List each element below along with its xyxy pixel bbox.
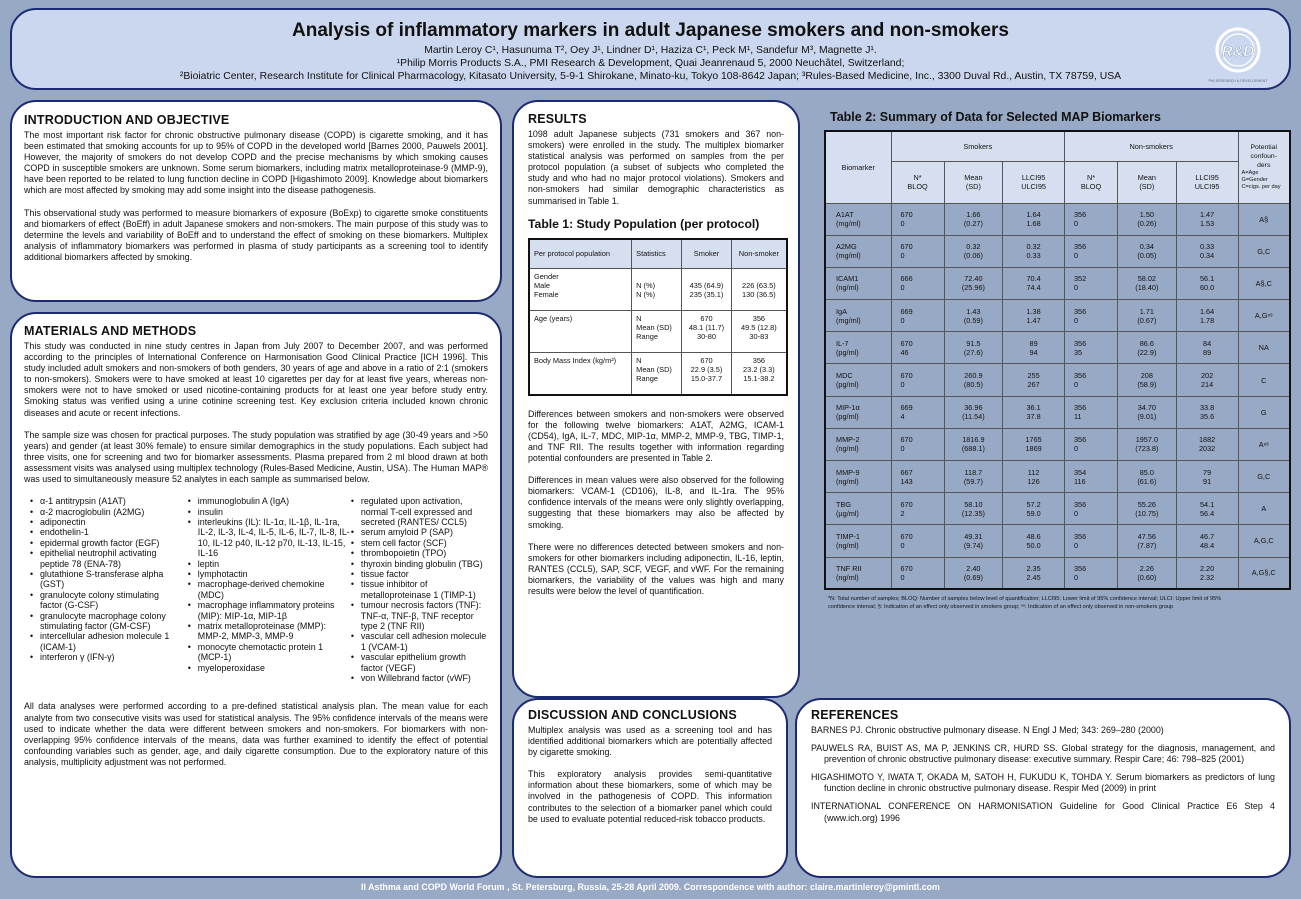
methods-paragraph: This study was conducted in nine study centres in Japan from July 2007 to December 2007, and was performed according to the principles of International Conference on Harmonisation Good Clinical Practice [ICH 1996]. This study included adult smokers and non-smokers of both genders, 30 years of age and above in a ratio of 2:1 (smokers to non-smokers). Smokers were to have smoked at least 10 cigarettes per day for at least five years, whereas non-smokers were not to have smoked or used nicotine-containing products for at least one year before study entry. Smoking status was verified using a urine cotinine screening test. Key exclusion criteria included known chronic diseases and acute or recent infections.: [24, 341, 488, 418]
table2-row: [825, 461, 1290, 493]
analyte-item: • immunoglobulin A (IgA): [187, 496, 350, 506]
table2-cell: 356 35: [1064, 332, 1117, 364]
table1-row: [529, 269, 787, 311]
analyte-item: • intercellular adhesion molecule 1 (ICAM-1): [29, 631, 175, 652]
table2-cell: 356 11: [1064, 396, 1117, 428]
analyte-item: • vascular epithelium growth factor (VEGF): [350, 652, 488, 673]
study-population-table: [528, 238, 788, 396]
table2-cell: 33.8 35.6: [1176, 396, 1238, 428]
table2-header-n: N* BLOQ: [1064, 161, 1117, 203]
table1-row: [529, 353, 787, 395]
table1-cell: 356 49.5 (12.8) 30-83: [731, 311, 787, 353]
analyte-item: • von Willebrand factor (vWF): [350, 673, 488, 683]
table2-row: [825, 332, 1290, 364]
table1-header: Per protocol population: [529, 239, 632, 269]
table2-cell: G,C: [1238, 235, 1290, 267]
table2-cell: 112 126: [1003, 461, 1065, 493]
table2-cell: 1.66 (0.27): [944, 203, 1003, 235]
poster-title: Analysis of inflammatory markers in adult Japanese smokers and non-smokers: [292, 20, 1009, 41]
table2-cell: 55.26 (10.75): [1118, 493, 1177, 525]
table2-cell: 36.1 37.8: [1003, 396, 1065, 428]
methods-panel: [10, 312, 502, 878]
reference-item: PAUWELS RA, BUIST AS, MA P, JENKINS CR, HURD SS. Global strategy for the diagnosis, management, and prevention of chronic obstructive pulmonary disease: executive summary. Respir Care; 46: 798–825 (2001): [811, 743, 1275, 765]
table2-cell: 2.20 2.32: [1176, 557, 1238, 589]
results-paragraph: Differences between smokers and non-smokers were observed for the following twelve biomarkers: A1AT, A2MG, ICAM-1 (CD54), IgA, IL-7, MDC, MIP-1α, MMP-2, MMP-9, TBG, TIMP-1, and TNF RII. The results together with information regarding potential confounders are presented in Table 2.: [528, 408, 784, 464]
table2-cell: 47.56 (7.87): [1118, 525, 1177, 557]
table2-cell: 1.64 1.68: [1003, 203, 1065, 235]
table1-cell: 435 (64.9) 235 (35.1): [682, 269, 732, 311]
table2-row: [825, 235, 1290, 267]
table1-title: Table 1: Study Population (per protocol): [528, 216, 760, 231]
table2-cell: 58.10 (12.35): [944, 493, 1003, 525]
table1-header: Statistics: [632, 239, 682, 269]
analyte-item: • tumour necrosis factors (TNF): TNF-α, TNF-β, TNF receptor type 2 (TNF RII): [350, 600, 488, 631]
confounders-label: Potential confoun-ders: [1250, 144, 1277, 170]
table2-cell: 356 0: [1064, 300, 1117, 332]
table2-cell: 255 267: [1003, 364, 1065, 396]
introduction-paragraph: The most important risk factor for chronic obstructive pulmonary disease (COPD) is cigarette smoking, and it has been estimated that smoking accounts for up to 95% of COPD in the developed world [Barnes 2000, Pauwels 2001]. However, the majority of smokers do not develop COPD and the precise mechanisms by which smoking causes COPD in susceptible smokers are unknown. Some serum biomarkers, including matrix metalloproteinase-9 (MMP-9), have been reported to be related to lung function decline in COPD [Higashimoto 2009]. Knowledge about biomarkers which are most affected by smoking may add some insight into the disease pathogenesis.: [24, 130, 488, 196]
table2-cell: 667 143: [891, 461, 944, 493]
table2-row: [825, 557, 1290, 589]
table2-cell: 670 2: [891, 493, 944, 525]
confounders-key: A=Age G=Gender C=cigs. per day: [1241, 170, 1281, 191]
analyte-item: • lymphotactin: [187, 569, 350, 579]
table1-header: Non-smoker: [731, 239, 787, 269]
discussion-heading: DISCUSSION AND CONCLUSIONS: [528, 708, 737, 722]
analyte-list: [24, 496, 488, 683]
references-panel: [795, 698, 1291, 878]
results-heading: RESULTS: [528, 112, 587, 126]
introduction-panel: [10, 100, 502, 302]
analyte-item: • epidermal growth factor (EGF): [29, 538, 175, 548]
table2-cell: A1AT (mg/ml): [825, 203, 891, 235]
table2-cell: 1.47 1.53: [1176, 203, 1238, 235]
table2-cell: 72.40 (25.96): [944, 267, 1003, 299]
poster-header: [10, 8, 1291, 90]
analyte-item: • regulated upon activation, normal T-cell expressed and secreted (RANTES/ CCL5): [350, 496, 488, 527]
table2-cell: 670 0: [891, 557, 944, 589]
table2-title: Table 2: Summary of Data for Selected MAP Biomarkers: [830, 110, 1161, 124]
discussion-paragraph: Multiplex analysis was used as a screening tool and has identified additional biomarkers which are potentially affected by cigarette smoking.: [528, 725, 772, 758]
table2-cell: TNF RII (ng/ml): [825, 557, 891, 589]
reference-item: HIGASHIMOTO Y, IWATA T, OKADA M, SATOH H, FUKUDU K, TOHDA Y. Serum biomarkers as predictors of lung function decline in chronic obstructive pulmonary disease. Respir Med (2009) in print: [811, 772, 1275, 794]
analyte-item: • serum amyloid P (SAP): [350, 527, 488, 537]
results-paragraph: Differences in mean values were also observed for the following biomarkers: VCAM-1 (CD106), IL-8, and IL-1ra. The 95% confidence intervals of the means were only slightly overlapping, suggesting that these biomarkers may also be affected by smoking.: [528, 475, 784, 530]
results-paragraph: 1098 adult Japanese subjects (731 smokers and 367 non-smokers) were enrolled in the study. The multiplex biomarker statistical analysis was performed on samples from the per protocol population (a subset of subjects who completed the study and who had no major protocol violations). Smokers and non-smokers had similar demographic characteristics as summarised in Table 1.: [528, 129, 784, 206]
table2-cell: 356 0: [1064, 428, 1117, 460]
table1-cell: 226 (63.5) 130 (36.5): [731, 269, 787, 311]
table2-cell: A,Gⁿˢ: [1238, 300, 1290, 332]
analyte-item: • macrophage inflammatory proteins (MIP): MIP-1α, MIP-1β: [187, 600, 350, 621]
table2-cell: 356 0: [1064, 203, 1117, 235]
table2-cell: 0.32 0.33: [1003, 235, 1065, 267]
table2-cell: C: [1238, 364, 1290, 396]
analyte-item: • interleukins (IL): IL-1α, IL-1β, IL-1ra, IL-2, IL-3, IL-4, IL-5, IL-6, IL-7, IL-8, IL-10, IL-12 p40, IL-12 p70, IL-13, IL-15, IL-16: [187, 517, 350, 559]
table2-cell: A,G§,C: [1238, 557, 1290, 589]
table2-header-ci: LLCI95 ULCI95: [1003, 161, 1065, 203]
table2-header-mean: Mean (SD): [944, 161, 1003, 203]
table2-cell: 670 0: [891, 235, 944, 267]
table2-cell: 48.6 50.0: [1003, 525, 1065, 557]
table2-cell: NA: [1238, 332, 1290, 364]
analyte-item: • glutathione S-transferase alpha (GST): [29, 569, 175, 590]
table2-cell: 1.38 1.47: [1003, 300, 1065, 332]
table2-cell: 85.0 (61.6): [1118, 461, 1177, 493]
results-paragraph: There were no differences detected between smokers and non-smokers for other biomarkers including adiponectin, IL-16, leptin, RANTES (CCL5), SAP, SCF, VEGF, and vWF. For the remaining biomarkers, the variability of the values was high and many results were below the level of quantification.: [528, 541, 784, 596]
table1-cell: Age (years): [529, 311, 632, 353]
table2-cell: 57.2 59.0: [1003, 493, 1065, 525]
table2-cell: 2.35 2.45: [1003, 557, 1065, 589]
poster-affiliation-1: ¹Philip Morris Products S.A., PMI Research & Development, Quai Jeanrenaud 5, 2000 Neuchâtel, Switzerland;: [396, 58, 905, 69]
analyte-item: • macrophage-derived chemokine (MDC): [187, 579, 350, 600]
table2-cell: 670 0: [891, 364, 944, 396]
table2-cell: 84 89: [1176, 332, 1238, 364]
table2-row: [825, 525, 1290, 557]
table2-cell: 34.70 (9.01): [1118, 396, 1177, 428]
table2-cell: A: [1238, 493, 1290, 525]
poster-affiliation-2: ²Bioiatric Center, Research Institute for Clinical Pharmacology, Kitasato University, 5-9-1 Shirokane, Minato-ku, Tokyo 108-8642 Japan; ³Rules-Based Medicine, Inc., 3300 Duval Rd., Austin, TX 78759, USA: [179, 71, 1122, 82]
analyte-item: • myeloperoxidase: [187, 663, 350, 673]
table2-cell: 1765 1869: [1003, 428, 1065, 460]
methods-paragraph: The sample size was chosen for practical purposes. The study population was stratified by age (30-49 years and >50 years) and gender (at least 30% female) to ensure similar demographics in the study populations. Each subject had three visits, one for screening and two for biomarker assessments. Plasma prepared from 2 ml blood drawn at both assessment visits was analysed using multiplex technology (Rules-Based Medicine, Austin, USA). The Human MAP® was used to simultaneously measure 52 analytes in each sample as summarised below.: [24, 429, 488, 485]
references-heading: REFERENCES: [811, 708, 899, 722]
table2-cell: 1816.9 (688.1): [944, 428, 1003, 460]
table2-cell: 54.1 56.4: [1176, 493, 1238, 525]
table2-cell: 208 (58.9): [1118, 364, 1177, 396]
table2-cell: MMP-9 (ng/ml): [825, 461, 891, 493]
table1-cell: 356 23.2 (3.3) 15.1-38.2: [731, 353, 787, 395]
analyte-item: • thrombopoietin (TPO): [350, 548, 488, 558]
table2-row: [825, 428, 1290, 460]
analyte-item: • vascular cell adhesion molecule 1 (VCAM-1): [350, 631, 488, 652]
table2-cell: 356 0: [1064, 364, 1117, 396]
introduction-heading: INTRODUCTION AND OBJECTIVE: [24, 113, 230, 127]
reference-item: BARNES PJ. Chronic obstructive pulmonary disease. N Engl J Med; 343: 269–280 (2000): [811, 725, 1164, 735]
discussion-paragraph: This exploratory analysis provides semi-quantitative information about these biomarkers, some of which may be involved in the pathogenesis of COPD. This information contributes to the selection of a biomarker panel which could be used to evaluate potential reduced-risk tobacco products.: [528, 769, 772, 824]
table2-cell: A§,C: [1238, 267, 1290, 299]
table2-cell: 58.02 (18.40): [1118, 267, 1177, 299]
table2-cell: 1.64 1.78: [1176, 300, 1238, 332]
table1-row: [529, 311, 787, 353]
table2-row: [825, 493, 1290, 525]
table2-cell: MIP-1α (pg/ml): [825, 396, 891, 428]
table2-header-confounders: [1238, 131, 1290, 203]
analyte-item: • matrix metalloproteinase (MMP): MMP-2, MMP-3, MMP-9: [187, 621, 350, 642]
table2-cell: ICAM1 (ng/ml): [825, 267, 891, 299]
table2-cell: 354 116: [1064, 461, 1117, 493]
table2-cell: 1.71 (0.67): [1118, 300, 1177, 332]
analyte-item: • thyroxin binding globulin (TBG): [350, 559, 488, 569]
table2-section: [824, 110, 1294, 611]
table2-cell: A2MG (mg/ml): [825, 235, 891, 267]
table2-cell: 2.26 (0.60): [1118, 557, 1177, 589]
table2-cell: Aⁿˢ: [1238, 428, 1290, 460]
biomarker-summary-table: [824, 130, 1291, 590]
analyte-item: • monocyte chemotactic protein 1 (MCP-1): [187, 642, 350, 663]
poster-authors: Martin Leroy C¹, Hasunuma T², Oey J¹, Lindner D¹, Haziza C¹, Peck M¹, Sandefur M³, Magnette J¹.: [424, 45, 877, 56]
discussion-panel: [512, 698, 788, 878]
table2-cell: 670 46: [891, 332, 944, 364]
table2-cell: MMP-2 (ng/ml): [825, 428, 891, 460]
table2-cell: A,G,C: [1238, 525, 1290, 557]
table2-cell: 91.5 (27.6): [944, 332, 1003, 364]
table2-header-ci: LLCI95 ULCI95: [1176, 161, 1238, 203]
table2-cell: 0.33 0.34: [1176, 235, 1238, 267]
table2-row: [825, 396, 1290, 428]
analyte-item: • interferon γ (IFN-γ): [29, 652, 175, 662]
analyte-column: [187, 496, 350, 683]
reference-item: INTERNATIONAL CONFERENCE ON HARMONISATION Guideline for Good Clinical Practice E6 Step 4 (www.ich.org) 1996: [811, 801, 1275, 823]
analyte-item: • tissue factor: [350, 569, 488, 579]
introduction-paragraph: This observational study was performed to measure biomarkers of exposure (BoExp) to cigarette smoke constituents and biomarkers of effect (BoEff) in adult Japanese smokers and non-smokers. The main purpose of this study was to determine the levels and variability of BoEff and to understand the effect of smoking on these biomarkers. Multiplex analysis of inflammatory biomarkers was performed in plasma of study participants as a screening tool to identify additional biomarkers affected by smoking.: [24, 207, 488, 262]
table2-cell: 669 4: [891, 396, 944, 428]
analyte-item: • insulin: [187, 507, 350, 517]
table2-cell: IL-7 (pg/ml): [825, 332, 891, 364]
table1-cell: Gender Male Female: [529, 269, 632, 311]
analyte-item: • epithelial neutrophil activating peptide 78 (ENA-78): [29, 548, 175, 569]
table1-cell: 670 22.9 (3.5) 15.0-37.7: [682, 353, 732, 395]
table2-cell: 0.34 (0.05): [1118, 235, 1177, 267]
table2-cell: 86.6 (22.9): [1118, 332, 1177, 364]
table2-cell: 79 91: [1176, 461, 1238, 493]
table2-cell: 356 0: [1064, 525, 1117, 557]
analyte-item: • adiponectin: [29, 517, 175, 527]
table2-header-nonsmokers: Non-smokers: [1064, 131, 1238, 161]
analyte-column: [350, 496, 488, 683]
poster-footer: II Asthma and COPD World Forum , St. Petersburg, Russia, 25-28 April 2009. Correspondence with author: claire.martinleroy@pmintl.com: [361, 882, 940, 892]
table2-cell: 1957.0 (723.8): [1118, 428, 1177, 460]
table2-cell: 669 0: [891, 300, 944, 332]
table2-cell: 0.32 (0.06): [944, 235, 1003, 267]
methods-heading: MATERIALS AND METHODS: [24, 324, 197, 338]
table2-header-biomarker: Biomarker: [825, 131, 891, 203]
table2-row: [825, 364, 1290, 396]
table2-cell: MDC (pg/ml): [825, 364, 891, 396]
analyte-item: • leptin: [187, 559, 350, 569]
table2-cell: A§: [1238, 203, 1290, 235]
table2-cell: 70.4 74.4: [1003, 267, 1065, 299]
table1-cell: Body Mass Index (kg/m²): [529, 353, 632, 395]
analyte-item: • α-1 antitrypsin (A1AT): [29, 496, 175, 506]
methods-paragraph: All data analyses were performed according to a pre-defined statistical analysis plan. The mean value for each analyte from two consecutive visits was used for statistical analysis. The 95% confidence intervals of the means were used to indicate whether the data were different between smokers and non-smokers. For biomarkers with non-overlapping 95% confidence intervals of the means, data was further examined to identify the effect of potential confounding variables such as gender, age, and daily cigarette consumption. Due to the exploratory nature of this analysis, multiplicity adjustment was not performed.: [24, 701, 488, 767]
table2-cell: 1.50 (0.26): [1118, 203, 1177, 235]
table2-cell: 356 0: [1064, 493, 1117, 525]
analyte-item: • granulocyte macrophage colony stimulating factor (GM-CSF): [29, 611, 175, 632]
table2-cell: 260.9 (80.5): [944, 364, 1003, 396]
analyte-column: [29, 496, 175, 683]
table2-cell: 202 214: [1176, 364, 1238, 396]
table2-cell: 1882 2032: [1176, 428, 1238, 460]
results-panel: [512, 100, 800, 698]
table2-row: [825, 300, 1290, 332]
table2-cell: 2.40 (0.69): [944, 557, 1003, 589]
table2-cell: TIMP-1 (ng/ml): [825, 525, 891, 557]
analyte-item: • stem cell factor (SCF): [350, 538, 488, 548]
table2-row: [825, 203, 1290, 235]
table1-cell: N Mean (SD) Range: [632, 311, 682, 353]
table2-cell: 89 94: [1003, 332, 1065, 364]
table2-cell: 670 0: [891, 428, 944, 460]
table2-cell: 49.31 (9.74): [944, 525, 1003, 557]
table1-cell: N Mean (SD) Range: [632, 353, 682, 395]
table2-cell: 118.7 (59.7): [944, 461, 1003, 493]
table2-header-mean: Mean (SD): [1118, 161, 1177, 203]
table2-cell: G,C: [1238, 461, 1290, 493]
table2-footnote: *N: Total number of samples; BLOQ: Number of samples below level of quantification; LLCI95: Lower limit of 95% confidence interval; ULCI: Upper limit of 95% confidence interval; §: Indication of an effect only observed in smokers group; ⁿˢ: Indication of an effect only observed in non-smokers group: [828, 596, 1222, 610]
table2-cell: 356 0: [1064, 235, 1117, 267]
logo-text: R&D: [1221, 43, 1255, 60]
table2-cell: 670 0: [891, 525, 944, 557]
table2-cell: G: [1238, 396, 1290, 428]
pmi-rd-logo: [1207, 26, 1269, 86]
analyte-item: • granulocyte colony stimulating factor (G-CSF): [29, 590, 175, 611]
table2-cell: 46.7 48.4: [1176, 525, 1238, 557]
table2-cell: 1.43 (0.59): [944, 300, 1003, 332]
logo-subtext: PMI RESEARCH & DEVELOPMENT: [1208, 79, 1268, 83]
table2-cell: TBG (µg/ml): [825, 493, 891, 525]
table2-header-smokers: Smokers: [891, 131, 1064, 161]
table2-cell: 666 0: [891, 267, 944, 299]
table1-cell: 670 48.1 (11.7) 30-80: [682, 311, 732, 353]
table2-cell: 36.96 (11.54): [944, 396, 1003, 428]
table2-cell: 356 0: [1064, 557, 1117, 589]
table1-cell: N (%) N (%): [632, 269, 682, 311]
analyte-item: • tissue inhibitor of metalloproteinase 1 (TIMP-1): [350, 579, 488, 600]
table2-cell: 670 0: [891, 203, 944, 235]
table2-cell: IgA (mg/ml): [825, 300, 891, 332]
table2-row: [825, 267, 1290, 299]
table2-cell: 352 0: [1064, 267, 1117, 299]
analyte-item: • α-2 macroglobulin (A2MG): [29, 507, 175, 517]
table2-cell: 56.1 60.0: [1176, 267, 1238, 299]
table2-header-n: N* BLOQ: [891, 161, 944, 203]
table1-header: Smoker: [682, 239, 732, 269]
analyte-item: • endothelin-1: [29, 527, 175, 537]
